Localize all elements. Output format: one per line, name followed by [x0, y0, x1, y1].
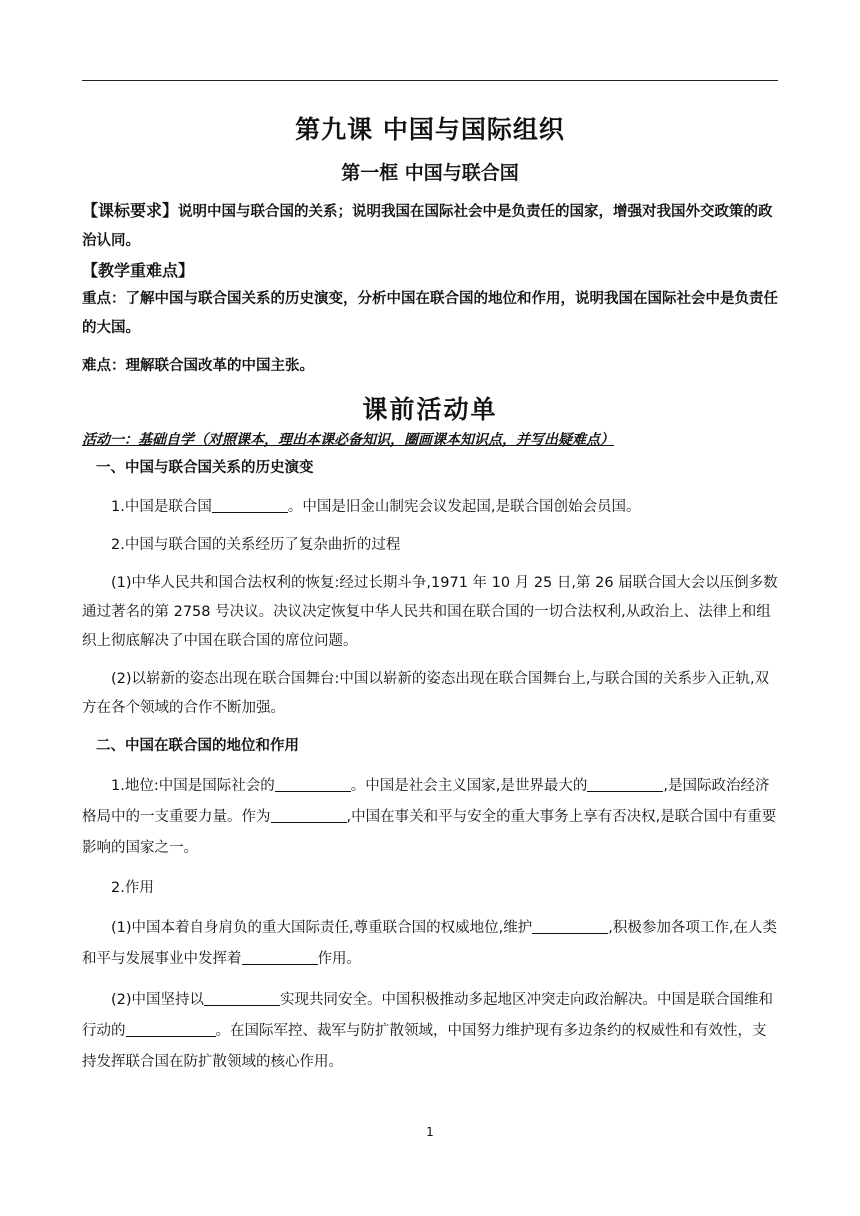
header-rule [82, 80, 778, 81]
sec2-p4-b: 实现共同安全。中国积极推动多起地区冲突走向政治解决。中国是联合国维和行动的 [82, 992, 774, 1039]
fill-blank[interactable] [212, 497, 288, 513]
activity-one-heading: 活动一：基础自学（对照课本，理出本课必备知识，圈画课本知识点，并写出疑难点） [82, 432, 614, 448]
fill-blank[interactable] [587, 776, 663, 792]
difficulty: 难点：理解联合国改革的中国主张。 [82, 358, 314, 374]
sec2-p3-c: 作用。 [317, 951, 361, 967]
activity-sheet-title: 课前活动单 [362, 395, 498, 424]
page-number: 1 [426, 1125, 434, 1139]
content-body [82, 454, 778, 1078]
sec2-p4-a: (2)中国坚持以 [111, 992, 205, 1008]
fill-blank[interactable] [532, 918, 608, 934]
sec1-p3: (1)中华人民共和国合法权利的恢复:经过长期斗争,1971 年 10 月 25 日,第 26 届联合国大会以压倒多数通过著名的第 2758 号决议。决议决定恢复中华人民共和国在联合国的一切合法权利,从政治上、法律上和组织上彻底解决了中国在联合国的席位问题。 [82, 575, 778, 649]
fill-blank[interactable] [126, 1021, 216, 1037]
sec1-p1-b: 。中国是旧金山制宪会议发起国,是联合国创始会员国。 [287, 499, 641, 515]
fill-blank[interactable] [242, 949, 318, 965]
key-point: 重点：了解中国与联合国关系的历史演变，分析中国在联合国的地位和作用，说明我国在国际社会中是负责任的大国。 [82, 291, 778, 336]
sec1-p4: (2)以崭新的姿态出现在联合国舞台:中国以崭新的姿态出现在联合国舞台上,与联合国的关系步入正轨,双方在各个领域的合作不断加强。 [82, 671, 770, 716]
standards-text: 说明中国与联合国的关系；说明我国在国际社会中是负责任的国家，增强对我国外交政策的政治认同。 [82, 204, 773, 249]
fill-blank[interactable] [204, 990, 280, 1006]
sec2-p1-b: 。中国是社会主义国家,是世界最大的 [350, 778, 588, 794]
sec1-heading: 一、中国与联合国关系的历史演变 [96, 460, 314, 476]
sec2-p1-d: ,中国在事关和平与安全的重大事务上享有否决权,是联合国中有重要影响的国家之一。 [82, 809, 777, 856]
sec2-heading: 二、中国在联合国的地位和作用 [96, 738, 299, 754]
sec2-p3-a: (1)中国本着自身肩负的重大国际责任,尊重联合国的权威地位,维护 [111, 920, 533, 936]
sec2-p2: 2.作用 [111, 880, 154, 896]
standards-block [82, 196, 778, 256]
sec2-p1-a: 1.地位:中国是国际社会的 [111, 778, 275, 794]
fill-blank[interactable] [275, 776, 351, 792]
sec2-p3-b: ,积极参加各项工作,在人类和平与发展事业中发挥着 [82, 920, 777, 967]
sec1-p1 [82, 493, 778, 522]
sec1-p1-a: 1.中国是联合国 [111, 499, 212, 515]
sec2-p3 [82, 913, 778, 975]
standards-label: 【课标要求】 [82, 201, 179, 220]
sec2-p1 [82, 771, 778, 864]
lesson-title: 第九课 中国与国际组织 [295, 115, 565, 144]
fill-blank[interactable] [271, 807, 347, 823]
focus-label: 【教学重难点】 [82, 261, 195, 280]
sec2-p4-c: 。在国际军控、裁军与防扩散领域，中国努力维护现有多边条约的权威性和有效性，支持发挥联合国在防扩散领域的核心作用。 [82, 1023, 767, 1070]
sec1-p2: 2.中国与联合国的关系经历了复杂曲折的过程 [111, 537, 401, 553]
sec2-p4 [82, 985, 778, 1078]
sec2-p1-c: ,是国际政治经济格局中的一支重要力量。作为 [82, 778, 770, 825]
section-title: 第一框 中国与联合国 [341, 162, 519, 184]
